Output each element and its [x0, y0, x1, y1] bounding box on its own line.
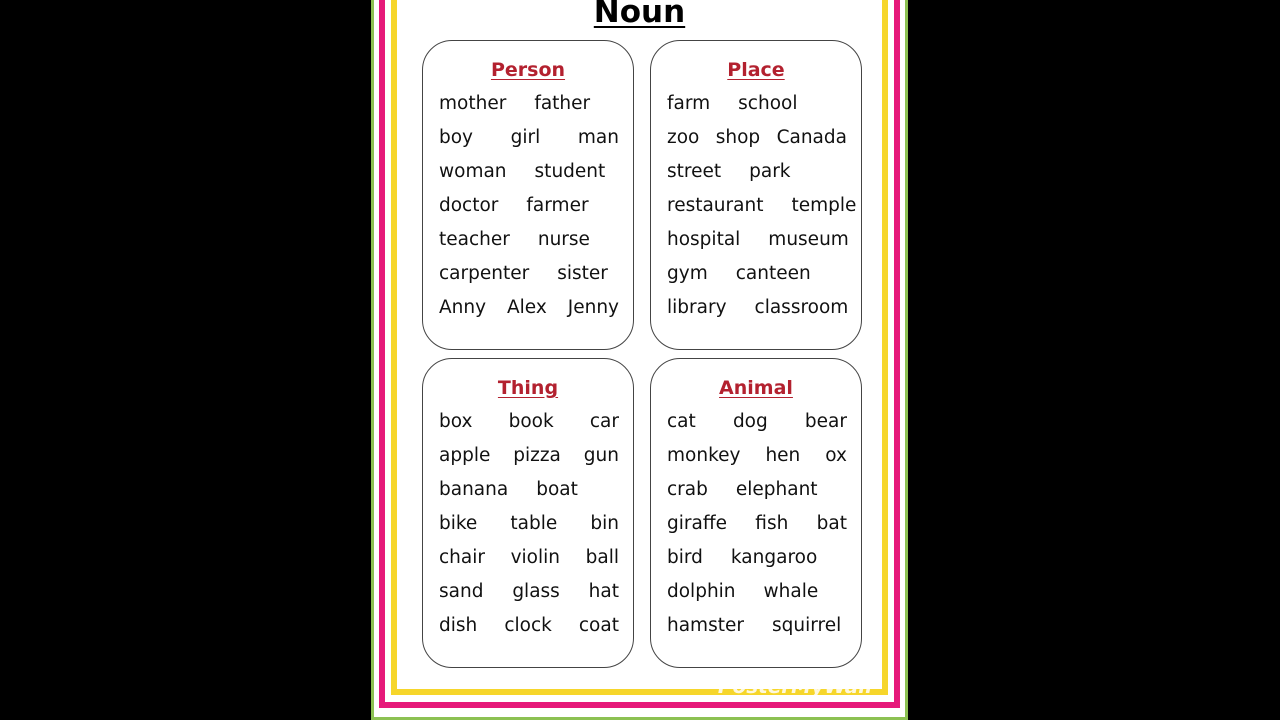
person-word: Alex — [507, 297, 547, 318]
thing-word: sand — [439, 581, 484, 602]
thing-word: chair — [439, 547, 485, 568]
thing-word: bin — [590, 513, 619, 534]
person-word: Anny — [439, 297, 487, 318]
person-word-row — [439, 93, 619, 114]
thing-word: hat — [588, 581, 619, 602]
thing-word-row — [439, 615, 619, 636]
person-card — [422, 40, 634, 350]
person-word: girl — [510, 127, 541, 148]
animal-word: ox — [825, 445, 847, 466]
person-word: father — [534, 93, 591, 114]
place-word: school — [738, 93, 798, 114]
animal-word: monkey — [667, 445, 741, 466]
animal-word: dog — [732, 411, 768, 432]
animal-word-row — [667, 513, 847, 534]
thing-word: banana — [439, 479, 509, 500]
watermark: PosterMyWall — [717, 674, 872, 698]
place-word-row — [667, 161, 847, 182]
person-word: farmer — [526, 195, 589, 216]
place-word-row — [667, 229, 847, 250]
animal-word: cat — [667, 411, 696, 432]
place-word: street — [667, 161, 722, 182]
animal-word-row — [667, 479, 847, 500]
animal-word: bear — [804, 411, 847, 432]
animal-word-row — [667, 615, 847, 636]
animal-word: hen — [765, 445, 801, 466]
place-word: gym — [667, 263, 708, 284]
thing-word: dish — [439, 615, 478, 636]
animal-word-row — [667, 581, 847, 602]
place-word-row — [667, 195, 857, 216]
animal-word: bat — [816, 513, 847, 534]
person-word: sister — [557, 263, 608, 284]
person-word-row — [439, 229, 619, 250]
animal-word: squirrel — [771, 615, 842, 636]
person-word: teacher — [439, 229, 510, 250]
place-word-row — [667, 127, 847, 148]
thing-word-row — [439, 547, 619, 568]
place-word-row — [667, 297, 847, 318]
animal-word: hamster — [667, 615, 744, 636]
place-word: zoo — [667, 127, 700, 148]
person-word-row — [439, 263, 619, 284]
person-word: student — [534, 161, 606, 182]
person-word: boy — [439, 127, 474, 148]
animal-word: whale — [763, 581, 819, 602]
animal-word-row — [667, 445, 847, 466]
animal-word: fish — [755, 513, 789, 534]
animal-word: dolphin — [667, 581, 736, 602]
thing-word: boat — [536, 479, 578, 500]
person-word: doctor — [439, 195, 499, 216]
person-word: nurse — [537, 229, 590, 250]
place-word-row — [667, 93, 847, 114]
thing-word: pizza — [513, 445, 561, 466]
thing-word: bike — [439, 513, 478, 534]
place-word: restaurant — [667, 195, 764, 216]
thing-card-title: Thing — [497, 377, 559, 399]
worksheet — [371, 0, 908, 720]
place-word: classroom — [754, 297, 849, 318]
thing-word-row — [439, 513, 619, 534]
place-word: library — [667, 297, 727, 318]
place-word: park — [749, 161, 791, 182]
thing-word: box — [439, 411, 473, 432]
thing-word: ball — [585, 547, 619, 568]
thing-word-row — [439, 479, 619, 500]
place-word-row — [667, 263, 847, 284]
thing-word: apple — [439, 445, 491, 466]
place-card — [650, 40, 862, 350]
animal-word: elephant — [735, 479, 818, 500]
thing-word: gun — [583, 445, 619, 466]
animal-word: giraffe — [667, 513, 727, 534]
thing-word-row — [439, 581, 619, 602]
thing-word: table — [510, 513, 558, 534]
animal-word: kangaroo — [730, 547, 818, 568]
thing-word: glass — [512, 581, 560, 602]
place-word: farm — [667, 93, 711, 114]
person-word-row — [439, 161, 619, 182]
person-word-row — [439, 127, 619, 148]
thing-word: car — [589, 411, 619, 432]
place-word: museum — [768, 229, 849, 250]
thing-word: book — [508, 411, 554, 432]
thing-word-row — [439, 411, 619, 432]
animal-word: bird — [667, 547, 703, 568]
page-title: Noun — [593, 0, 686, 30]
thing-word: violin — [510, 547, 561, 568]
animal-word: crab — [667, 479, 708, 500]
thing-word: coat — [578, 615, 619, 636]
place-card-title: Place — [727, 59, 785, 81]
person-word: man — [577, 127, 619, 148]
person-word: Jenny — [567, 297, 619, 318]
place-word: shop — [715, 127, 761, 148]
thing-word: clock — [504, 615, 552, 636]
person-word: woman — [439, 161, 507, 182]
animal-word-row — [667, 411, 847, 432]
thing-word-row — [439, 445, 619, 466]
person-card-title: Person — [490, 59, 566, 81]
person-word-row — [439, 195, 619, 216]
place-word: temple — [791, 195, 857, 216]
person-word-row — [439, 297, 619, 318]
animal-card-title: Animal — [719, 377, 793, 399]
place-word: Canada — [776, 127, 847, 148]
person-word: carpenter — [439, 263, 530, 284]
thing-card — [422, 358, 634, 668]
place-word: hospital — [667, 229, 741, 250]
place-word: canteen — [735, 263, 811, 284]
animal-card — [650, 358, 862, 668]
person-word: mother — [439, 93, 507, 114]
animal-word-row — [667, 547, 847, 568]
